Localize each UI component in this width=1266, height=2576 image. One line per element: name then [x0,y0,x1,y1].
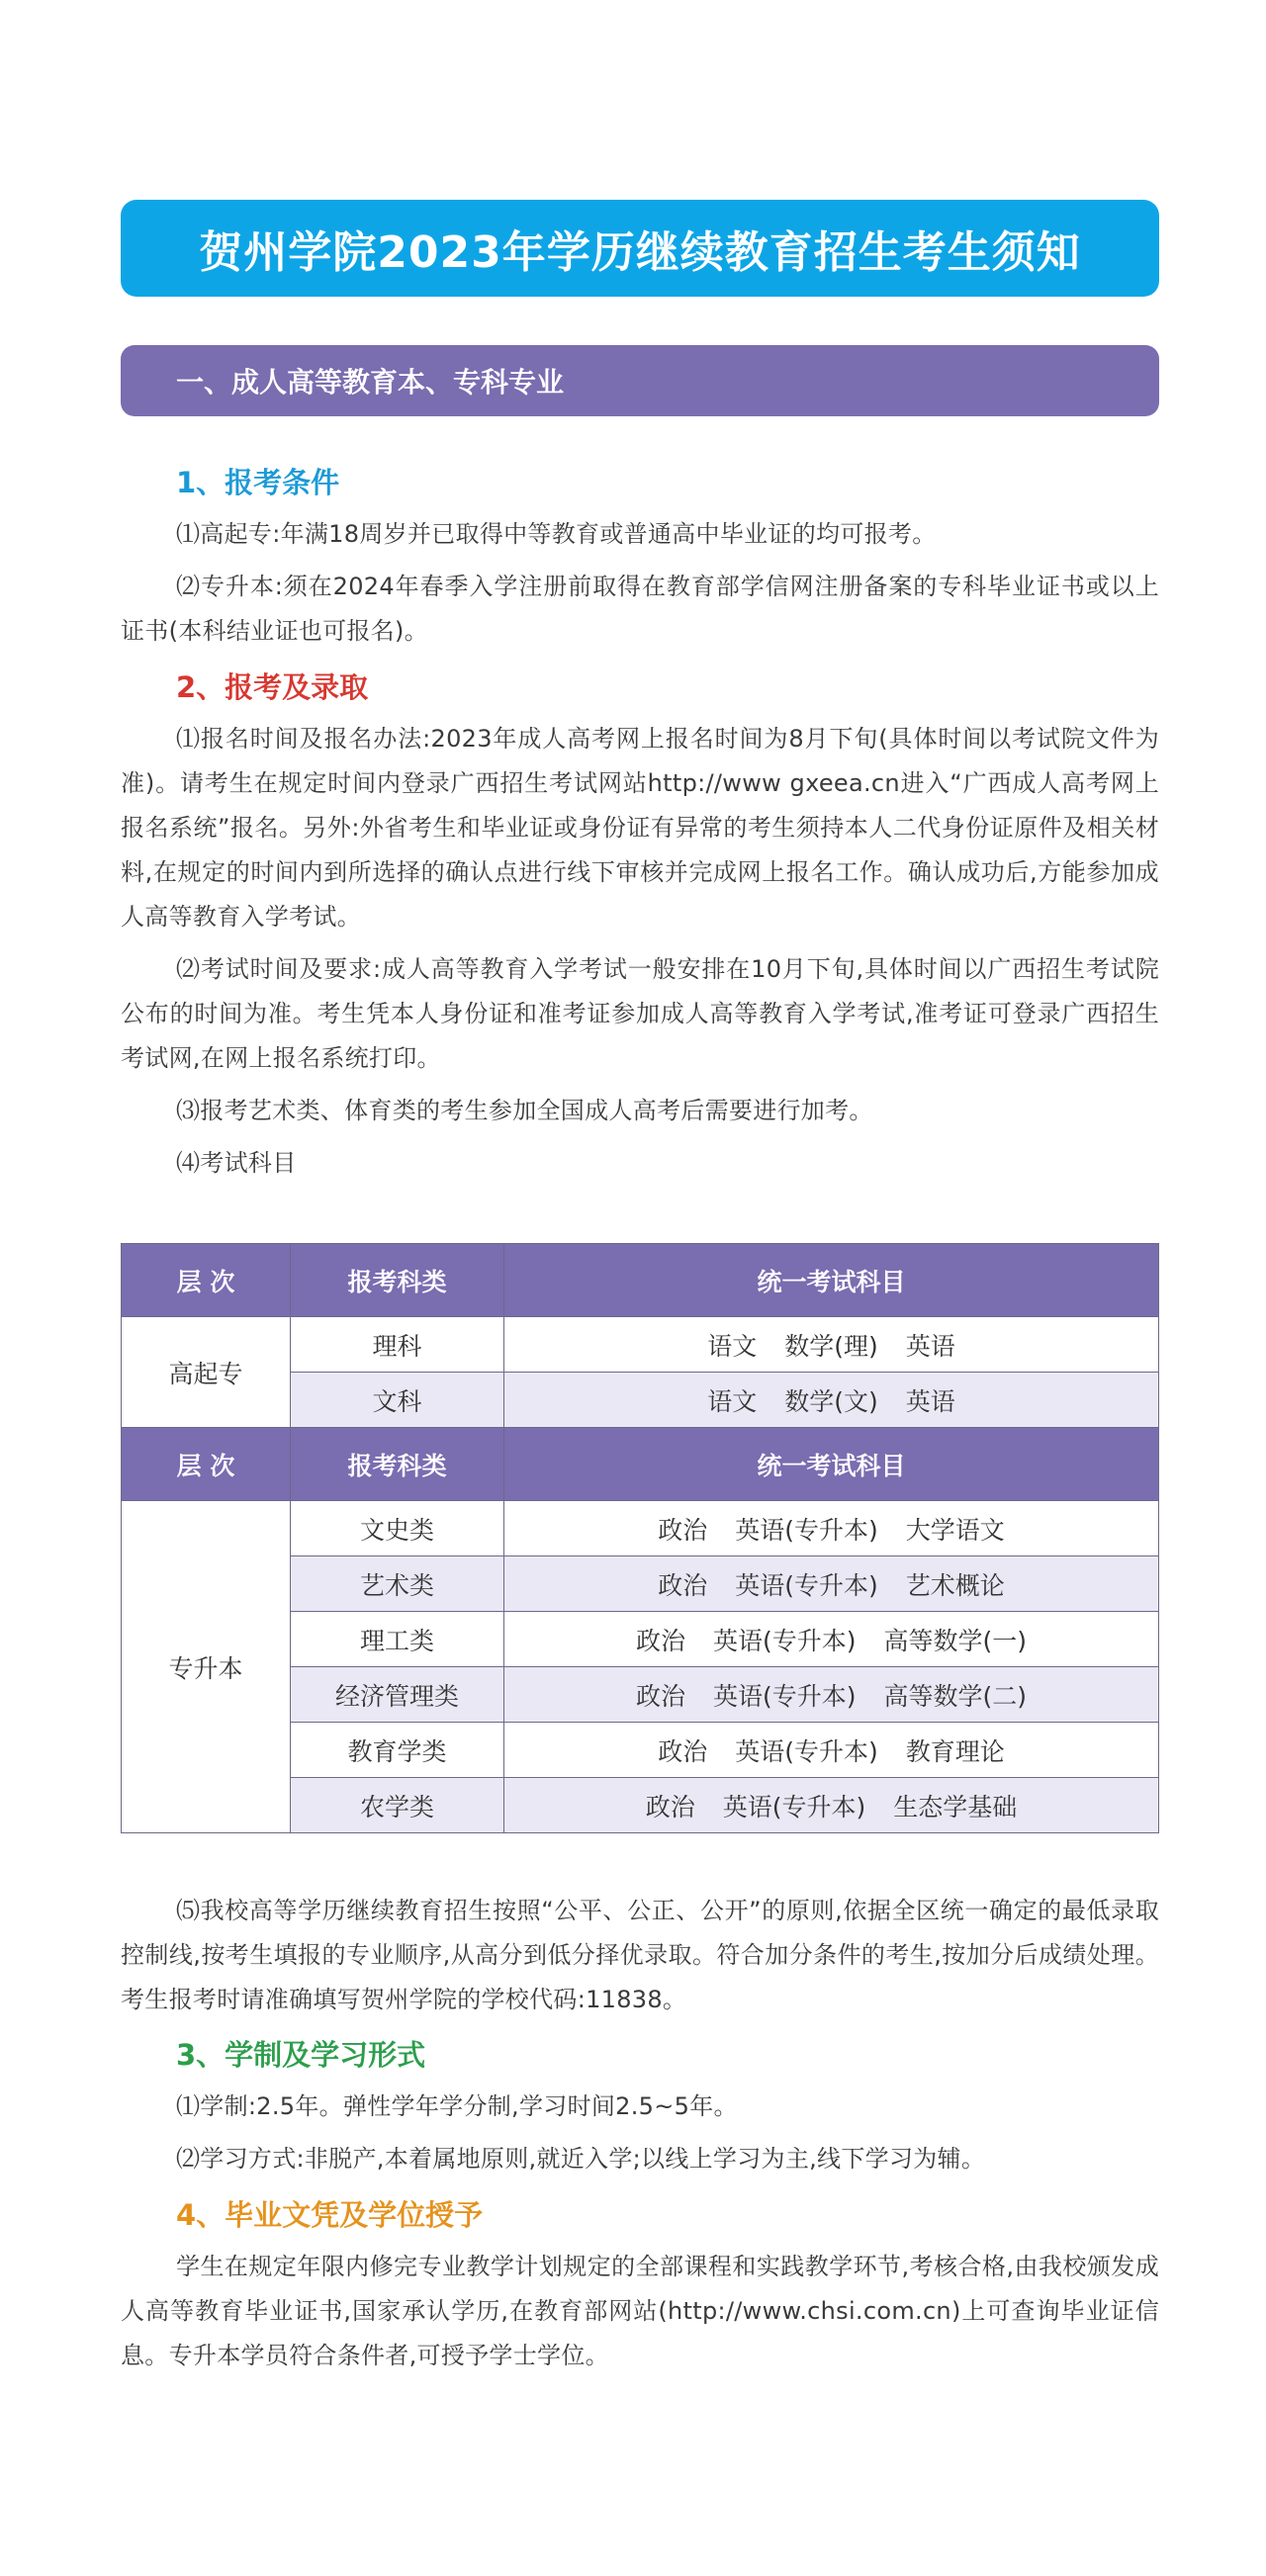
subjects-cell [504,1556,1159,1612]
level-cell: 高起专 [122,1317,291,1428]
section-duration-study-mode [121,2033,1159,2181]
category-cell: 理科 [291,1317,504,1373]
subject: 政治 [635,1626,685,1655]
header-cell: 报考科类 [291,1244,504,1317]
subjects-cell [504,1373,1159,1428]
category-cell: 教育学类 [291,1723,504,1778]
paragraph: ⑶报考艺术类、体育类的考生参加全国成人高考后需要进行加考。 [176,1097,873,1124]
subjects-cell [504,1612,1159,1667]
subject: 语文 [707,1386,758,1416]
table-row [122,1317,1159,1373]
subject: 政治 [658,1515,708,1545]
category-cell: 文史类 [291,1501,504,1556]
level-cell: 专升本 [122,1501,291,1833]
subject: 英语(专升本) [722,1792,866,1821]
subject: 政治 [645,1792,695,1821]
subject: 政治 [635,1681,685,1711]
paragraph: ⑴高起专:年满18周岁并已取得中等教育或普通高中毕业证的均可报考。 [176,520,937,548]
subheading-registration: 2、报考及录取 [176,670,369,704]
table-header-row [122,1428,1159,1501]
subject: 教育理论 [905,1736,1005,1766]
exam-subjects-table [121,1243,1159,1833]
subjects-cell [504,1317,1159,1373]
page-title: 贺州学院2023年学历继续教育招生考生须知 [121,200,1159,297]
subheading-diploma: 4、毕业文凭及学位授予 [176,2198,484,2232]
subject: 英语(专升本) [735,1570,878,1600]
category-cell: 文科 [291,1373,504,1428]
subheading-duration: 3、学制及学习形式 [176,2038,426,2072]
subjects-cell [504,1778,1159,1833]
subject: 政治 [658,1570,708,1600]
category-cell: 艺术类 [291,1556,504,1612]
subjects-cell [504,1501,1159,1556]
subject: 生态学基础 [893,1792,1018,1821]
category-cell: 经济管理类 [291,1667,504,1723]
paragraph: ⑵学习方式:非脱产,本着属地原则,就近入学;以线上学习为主,线下学习为辅。 [176,2145,986,2173]
subject: 数学(文) [784,1386,878,1416]
paragraph: ⑵专升本:须在2024年春季入学注册前取得在教育部学信网注册备案的专科毕业证书或以上证书(本科结业证也可报名)。 [121,573,1159,645]
subject: 英语(专升本) [735,1736,878,1766]
table-row [122,1501,1159,1556]
header-cell: 层 次 [122,1428,291,1501]
category-cell: 理工类 [291,1612,504,1667]
section-admission-principle [121,1889,1159,2022]
section-diploma-degree [121,2193,1159,2378]
category-cell: 农学类 [291,1778,504,1833]
subject: 高等数学(二) [883,1681,1028,1711]
header-cell: 层 次 [122,1244,291,1317]
subject: 艺术概论 [905,1570,1005,1600]
subject: 政治 [658,1736,708,1766]
subject: 高等数学(一) [883,1626,1028,1655]
header-cell: 报考科类 [291,1428,504,1501]
subheading-conditions: 1、报考条件 [176,466,340,499]
subject: 英语(专升本) [712,1626,857,1655]
paragraph: ⑸我校高等学历继续教育招生按照“公平、公正、公开”的原则,依据全区统一确定的最低录取控制线,按考生填报的专业顺序,从高分到低分择优录取。符合加分条件的考生,按加分后成绩处理。考生报考时请准确填写贺州学院的学校代码:11838。 [121,1897,1159,2013]
paragraph: ⑴报名时间及报名办法:2023年成人高考网上报名时间为8月下旬(具体时间以考试院文件为准)。请考生在规定时间内登录广西招生考试网站http://www gxeea.cn进入“广西成人高考网上报名系统”报名。另外:外省考生和毕业证或身份证有异常的考生须持本人二代身份证原件及相关材料,在规定的时间内到所选择的确认点进行线下审核并完成网上报名工作。确认成功后,方能参加成人高等教育入学考试。 [121,725,1159,931]
section-heading-1: 一、成人高等教育本、专科专业 [121,345,1159,416]
subject: 英语 [905,1386,955,1416]
paragraph: ⑵考试时间及要求:成人高等教育入学考试一般安排在10月下旬,具体时间以广西招生考试院公布的时间为准。考生凭本人身份证和准考证参加成人高等教育入学考试,准考证可登录广西招生考试网,在网上报名系统打印。 [121,955,1159,1072]
section-enrollment-conditions [121,461,1159,654]
table-header-row [122,1244,1159,1317]
subject: 大学语文 [905,1515,1005,1545]
subjects-cell [504,1667,1159,1723]
subject: 英语 [905,1331,955,1361]
subject: 英语(专升本) [735,1515,878,1545]
paragraph: ⑴学制:2.5年。弹性学年学分制,学习时间2.5~5年。 [176,2092,738,2120]
paragraph: 学生在规定年限内修完专业教学计划规定的全部课程和实践教学环节,考核合格,由我校颁发成人高等教育毕业证书,国家承认学历,在教育部网站(http://www.chsi.com.cn)上可查询毕业证信息。专升本学员符合条件者,可授予学士学位。 [121,2253,1159,2369]
subjects-cell [504,1723,1159,1778]
section-registration-admission [121,666,1159,1186]
subject: 英语(专升本) [712,1681,857,1711]
paragraph: ⑷考试科目 [176,1149,297,1177]
header-cell: 统一考试科目 [504,1244,1159,1317]
subject: 数学(理) [784,1331,878,1361]
subject: 语文 [707,1331,758,1361]
header-cell: 统一考试科目 [504,1428,1159,1501]
